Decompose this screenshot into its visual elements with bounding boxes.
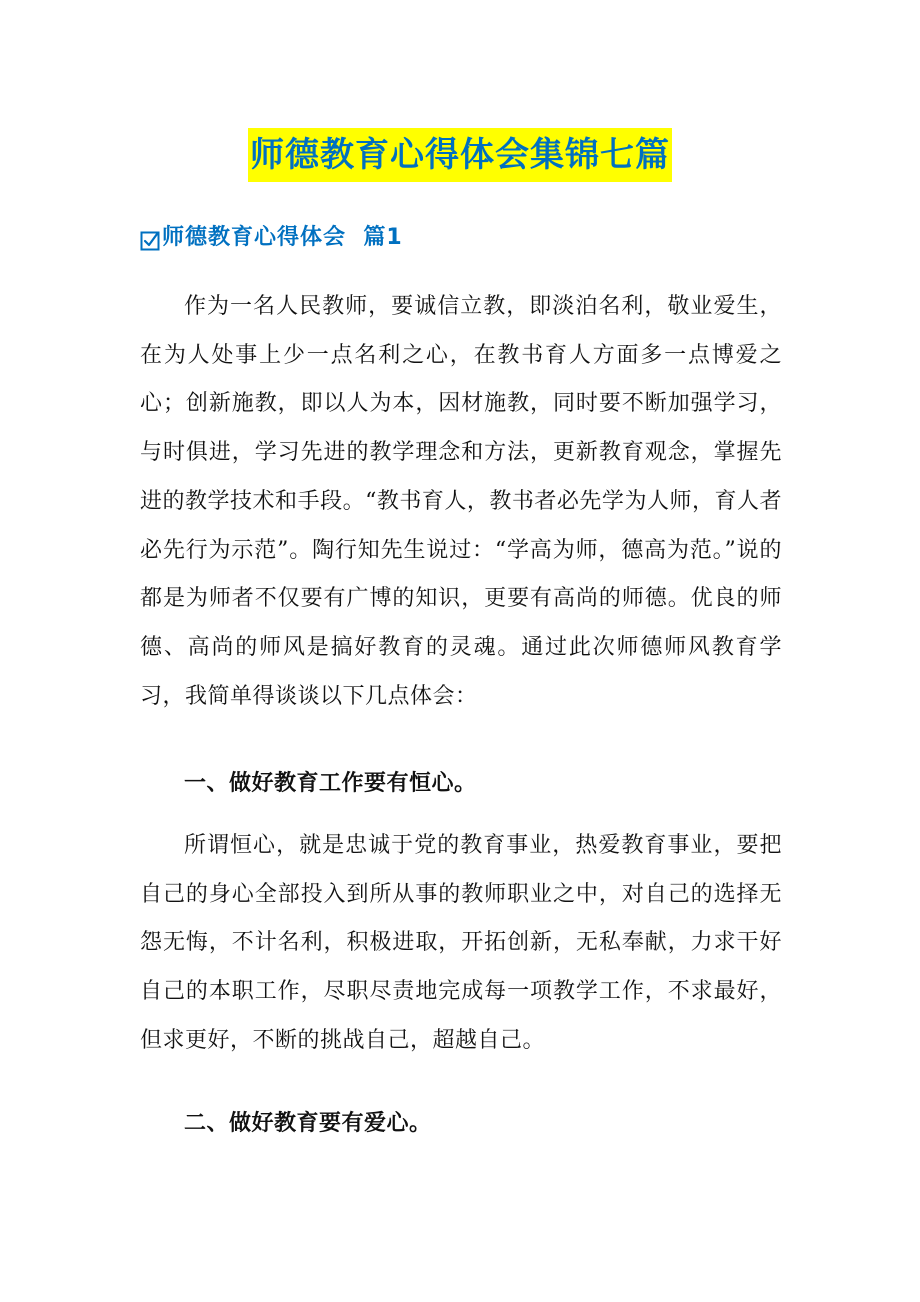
title-container [0,128,920,182]
section-heading [140,220,403,256]
checkbox-checked-icon [140,227,160,247]
point-heading-perseverance: 一、做好教育工作要有恒心。 [184,771,477,796]
paragraph-perseverance: 所谓恒心，就是忠诚于党的教育事业，热爱教育事业，要把自己的身心全部投入到所从事的教师职业之中，对自己的选择无怨无悔，不计名利，积极进取，开拓创新，无私奉献，力求干好自己的本职工作，尽职尽责地完成每一项教学工作，不求最好，但求更好，不断的挑战自己，超越自己。 [140,833,782,1053]
document-title: 师德教育心得体会集锦七篇 [248,128,672,182]
point-heading-love: 二、做好教育要有爱心。 [184,1111,432,1136]
section-heading-text: 师德教育心得体会 篇1 [162,225,403,250]
paragraph-intro: 作为一名人民教师，要诚信立教，即淡泊名利，敬业爱生，在为人处事上少一点名利之心，在教书育人方面多一点博爱之心；创新施教，即以人为本，因材施教，同时要不断加强学习，与时俱进，学习先进的教学理念和方法，更新教育观念，掌握先进的教学技术和手段。“教书育人，教书者必先学为人师，育人者必先行为示范”。陶行知先生说过：“学高为师，德高为范。”说的都是为师者不仅要有广博的知识，更要有高尚的师德。优良的师德、高尚的师风是搞好教育的灵魂。通过此次师德师风教育学习，我简单得谈谈以下几点体会： [140,294,782,709]
